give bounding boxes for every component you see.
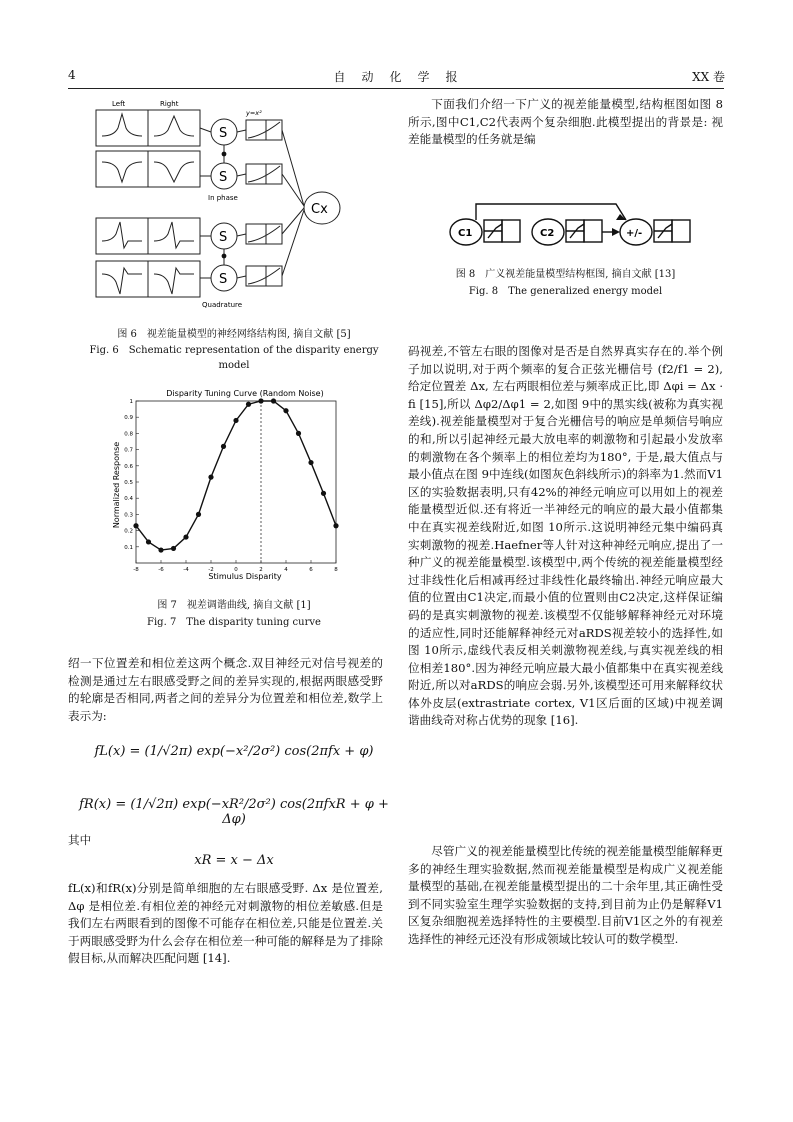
data-point (146, 539, 151, 544)
left-paragraph-2: fL(x)和fR(x)分别是简单细胞的左右眼感受野. Δx 是位置差, Δφ 是相位差.有相位差的神经元对刺激物的相位差敏感.但是我们左右两眼看到的图像不可能存在相位差,只能是位置差.关于两眼感受野为什么会存在相位差一种可能的解释是为了排除假目标,从而解决匹配问题 [14]. (68, 881, 383, 966)
in-phase-label: In phase (208, 194, 238, 202)
cx-node: Cx (311, 202, 328, 217)
chart-plot-frame (136, 401, 336, 563)
y-tick-label: 0.4 (124, 496, 133, 503)
data-point (183, 534, 188, 539)
data-point (258, 398, 263, 403)
y-tick-label: 0.3 (124, 512, 133, 519)
right-paragraph-end: 尽管广义的视差能量模型比传统的视差能量模型能解释更多的神经生理实验数据,然而视差能量模型是构成广义视差能量模型的基础,在视差能量模型提出的二十余年里,其正确性受到不同实验室生理学实验数据的支持,到目前为止仍是解释V1区复杂细胞视差选择特性的主要模型.目前V1区之外的有视差选择性的神经元还没有形成领域比较认可的数学模型. (408, 844, 723, 946)
equation-right-receptive-field: fR(x) = (1/√2π) exp(−xR²/2σ²) cos(2πfxR + φ + Δφ) (79, 797, 389, 827)
right-paragraph-mid: 码视差,不管左右眼的图像对是否是自然界真实存在的.举个例子加以说明,对于两个频率的复合正弦光栅信号 (f2/f1 = 2),给定位置差 Δx, 左右两眼相位差与频率成正比,即 Δφi = Δx · fi [15],所以 Δφ2/Δφ1 = 2,如图 9中的黑实线(被称为真实视差线).视差能量模型对于复合光栅信号的响应是单频信号响应的和,所以引起神经元最大放电率的刺激物和引起最小发放率的刺激物在各个频率上的相位差均为180°, 于是,最大值点与最小值点在图 9中连线(如图灰色斜线所示)的斜率为1.然而V1区的实验数据表明,只有42%的神经元响应可以用如上的视差能量模型近似.还有将近一半神经元的响应的最大最小值都集中在真实视差线附近,如图 10所示.这说明神经元集中编码真实刺激物的视差.Haefner等人针对这种神经元响应,提出了一种广义的视差能量模型.该模型中,两个传统的视差能量模型经过非线性化后相减再经过非线性化最终输出.神经元响应最大值的位置由C1决定,而最小值的位置则由C2决定,这样保证编码的是真实刺激物的视差.该模型不仅能够解释神经元对环境的适应性,同时还能解释神经元对aRDS视差较小的选择性,如图 10所示,虚线代表反相关刺激物视差线,与真实视差线的相位相差180°.因为神经元响应最大最小值都集中在真实视差线附近,所以对aRDS的响应会弱.另外,该模型还可用来解释纹状体外皮层(extrastriate cortex, V1区后面的区域)中视差调谐曲线奇对称占优势的现象 [16]. (408, 344, 723, 728)
data-point (233, 418, 238, 423)
y-tick-label: 0.2 (124, 528, 133, 535)
data-point (208, 475, 213, 480)
page-number: 4 (68, 68, 76, 82)
data-point (246, 402, 251, 407)
fig7-caption-cn: 图 7 视差调谐曲线, 摘自文献 [1] (157, 600, 311, 611)
data-point (271, 398, 276, 403)
data-point (321, 491, 326, 496)
data-point (196, 512, 201, 517)
y-tick-label: 0.1 (124, 544, 133, 551)
subtract-label: +/- (626, 228, 643, 239)
data-point (158, 547, 163, 552)
fig6-right-label: Right (160, 100, 179, 108)
data-point (283, 408, 288, 413)
data-point (221, 444, 226, 449)
journal-title: 自 动 化 学 报 (333, 70, 460, 84)
header-rule (68, 88, 724, 89)
right-paragraph-top: 下面我们介绍一下广义的视差能量模型,结构框图如图 8所示,图中C1,C2代表两个复杂细胞.此模型提出的背景是: 视差能量模型的任务就是编 (408, 97, 723, 147)
y-tick-label: 0.6 (124, 463, 133, 470)
x-tick-label: -4 (183, 567, 189, 573)
chart-title: Disparity Tuning Curve (Random Noise) (166, 389, 324, 398)
s-node-2: S (219, 170, 228, 185)
fig8-caption-cn: 图 8 广义视差能量模型结构框图, 摘自文献 [13] (455, 269, 676, 280)
volume-label: XX 卷 (692, 70, 725, 84)
x-tick-label: 2 (259, 567, 263, 573)
c1-label: C1 (458, 228, 473, 239)
fig6-caption-en-1: Fig. 6 Schematic representation of the disparity energy (89, 345, 379, 356)
y-tick-label: 1 (129, 399, 133, 405)
fig6-caption-en-2: model (218, 360, 250, 371)
fig8-block-diagram (440, 196, 700, 260)
x-tick-label: -6 (158, 567, 164, 573)
y-tick-label: 0.8 (124, 431, 133, 438)
data-point (296, 431, 301, 436)
s-node-4: S (219, 272, 228, 287)
where-label: 其中 (68, 833, 92, 847)
chart-y-label: Normalized Response (112, 441, 121, 529)
equation-position-shift: xR = x − Δx (194, 853, 274, 868)
data-point (333, 523, 338, 528)
data-point (171, 546, 176, 551)
x-tick-label: 4 (284, 567, 288, 573)
y-tick-label: 0.7 (124, 447, 133, 454)
chart-x-label: Stimulus Disparity (208, 572, 282, 581)
quadrature-label: Quadrature (202, 301, 243, 309)
fig6-left-label: Left (112, 100, 126, 108)
data-point (308, 460, 313, 465)
x-tick-label: 8 (334, 567, 338, 573)
x-tick-label: 6 (309, 567, 313, 573)
s-node-3: S (219, 230, 228, 245)
x-tick-label: -8 (133, 567, 139, 573)
fig8-caption-en: Fig. 8 The generalized energy model (468, 286, 663, 297)
y-tick-label: 0.9 (124, 415, 133, 422)
fig6-eq-label: y=x² (246, 109, 262, 117)
c2-label: C2 (540, 228, 555, 239)
s-node-1: S (219, 126, 228, 141)
fig7-caption-en: Fig. 7 The disparity tuning curve (147, 617, 321, 628)
fig6-network-diagram (84, 96, 384, 312)
left-paragraph-1: 绍一下位置差和相位差这两个概念.双目神经元对信号视差的检测是通过左右眼感受野之间的差异实现的,根据两眼感受野的轮廓是否相同,两者之间的差异分为位置差和相位差,数学上表示为: (68, 656, 383, 723)
data-point (133, 523, 138, 528)
chart-series-line (136, 401, 336, 550)
equation-left-receptive-field: fL(x) = (1/√2π) exp(−x²/2σ²) cos(2πfx + φ) (94, 744, 374, 759)
y-tick-label: 0.5 (124, 480, 133, 486)
x-tick-label: 0 (234, 567, 238, 573)
fig6-caption-cn: 图 6 视差能量模型的神经网络结构图, 摘自文献 [5] (117, 329, 351, 340)
x-tick-label: -2 (208, 567, 214, 573)
fig7-tuning-chart (110, 385, 350, 585)
